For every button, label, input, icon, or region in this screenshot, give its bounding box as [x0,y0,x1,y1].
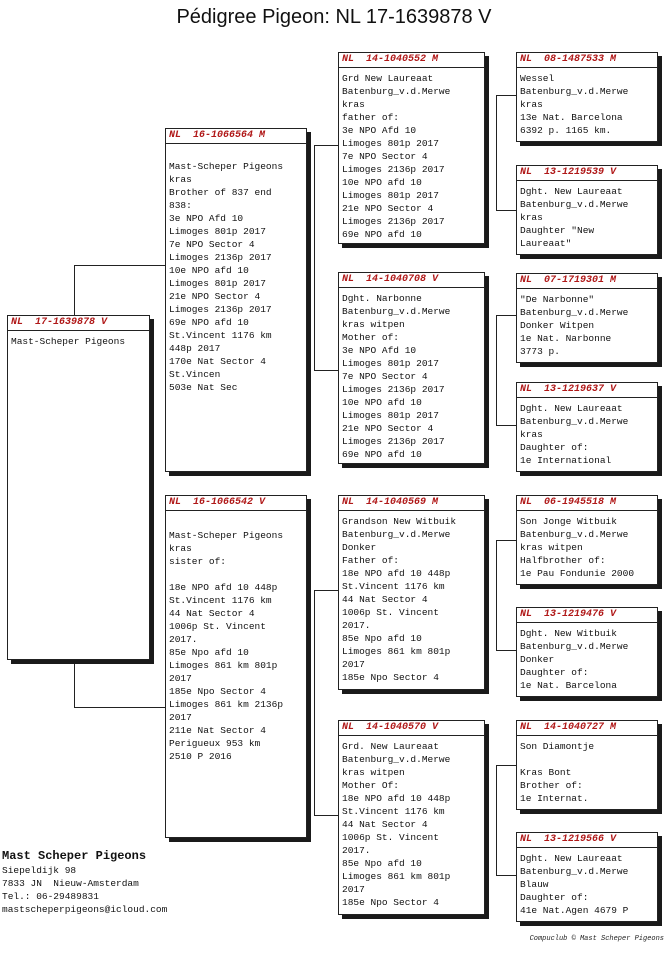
subject-details [11,331,146,348]
connector-sire-mid [314,265,315,266]
breeder-street: Siepeldijk 98 [2,865,77,876]
pedigree-line: 10e NPO afd 10 [342,397,422,408]
dam-details [169,511,303,763]
pedigree-line: 2510 P 2016 [169,751,232,762]
connector-ds-a [496,540,516,541]
pedigree-line: Dght. New Witbuik [520,628,617,639]
pedigree-line: 10e NPO afd 10 [342,177,422,188]
pedigree-line: 44 Nat Sector 4 [342,594,428,605]
pedigree-line: Limoges 801p 2017 [342,138,439,149]
pedigree-line: kras witpen [342,767,405,778]
connector-ss-parents [496,95,497,210]
dam-dam-ring: NL 14-1040570 V [339,721,484,736]
pedigree-line: 10e NPO afd 10 [169,265,249,276]
pedigree-line: Limoges 861 km 801p [342,646,451,657]
pedigree-line: 448p 2017 [169,343,221,354]
pedigree-line: Limoges 2136p 2017 [342,384,445,395]
pedigree-line: Batenburg_v.d.Merwe [342,86,451,97]
pedigree-line: kras [169,174,192,185]
connector-sd-parents [496,315,497,425]
pedigree-line: kras [520,429,543,440]
pedigree-line: Mast-Scheper Pigeons [169,161,284,172]
pedigree-line: 13e Nat. Barcelona [520,112,623,123]
sire-sire-ring: NL 14-1040552 M [339,53,484,68]
pedigree-line: Batenburg_v.d.Merwe [520,199,629,210]
connector-ds-b [496,650,516,651]
pedigree-line: Grandson New Witbuik [342,516,457,527]
pedigree-line: 1006p St. Vincent [342,832,439,843]
pedigree-line: Dght. Narbonne [342,293,422,304]
pedigree-line: 18e NPO afd 10 448p [342,793,451,804]
pedigree-line: Father of: [342,555,400,566]
connector-subject-sire-h [74,265,166,266]
pedigree-line: 69e NPO afd 10 [342,229,422,240]
connector-ss-a [496,95,516,96]
pedigree-line: St.Vincent 1176 km [342,806,445,817]
sire-dam-ring: NL 14-1040708 V [339,273,484,288]
footer-credit: Compuclub © Mast Scheper Pigeons [529,935,664,943]
pedigree-line: 2017. [169,634,198,645]
pedigree-line: Brother of: [520,780,583,791]
pedigree-line: 170e Nat Sector 4 [169,356,266,367]
pedigree-line: 44 Nat Sector 4 [169,608,255,619]
subject-card [7,315,150,660]
ddd-ring: NL 13-1219566 V [517,833,657,848]
pedigree-line: Limoges 801p 2017 [342,410,439,421]
pedigree-line: 185e Npo Sector 4 [342,897,439,908]
pedigree-line: 44 Nat Sector 4 [342,819,428,830]
sire-details [169,144,303,394]
pedigree-line: 2017. [342,620,371,631]
sss-ring: NL 08-1487533 M [517,53,657,68]
pedigree-line: 2017 [342,659,365,670]
breeder-email[interactable]: mastscheperpigeons@icloud.com [2,904,168,915]
connector-sire-ss [314,145,338,146]
dam-dam-card [338,720,485,915]
pedigree-line: kras [342,99,365,110]
connector-subject-dam [74,661,75,707]
sire-card [165,128,307,472]
sds-card [516,273,658,363]
pedigree-line: Donker [342,542,377,553]
subject-ring: NL 17-1639878 V [8,316,149,331]
pedigree-line: 69e NPO afd 10 [342,449,422,460]
pedigree-line: Limoges 2136p 2017 [342,164,445,175]
pedigree-line: 41e Nat.Agen 4679 P [520,905,629,916]
dss-ring: NL 06-1945518 M [517,496,657,511]
sds-ring: NL 07-1719301 M [517,274,657,289]
pedigree-line: 3e NPO Afd 10 [342,125,417,136]
pedigree-line: 1e Pau Fondunie 2000 [520,568,635,579]
pedigree-line: Limoges 801p 2017 [169,278,266,289]
pedigree-line: Donker Witpen [520,320,595,331]
sds-details [520,289,654,358]
sire-sire-card [338,52,485,244]
dam-dam-details [342,736,481,909]
pedigree-line: Dght. New Laureaat [520,853,623,864]
connector-sd-b [496,425,516,426]
dss-card [516,495,658,585]
ddd-card [516,832,658,922]
connector-sire-sd [314,370,338,371]
pedigree-line: sister of: [169,556,227,567]
connector-sd-a [496,315,516,316]
dds-details [520,736,654,805]
pedigree-line: 2017 [169,673,192,684]
pedigree-line: Dght. New Laureaat [520,403,623,414]
pedigree-line: 185e Npo Sector 4 [169,686,266,697]
pedigree-line: 503e Nat Sec [169,382,238,393]
pedigree-line: Grd New Laureaat [342,73,434,84]
connector-dd-parents [496,765,497,875]
page-title: Pédigree Pigeon: NL 17-1639878 V [176,6,492,28]
pedigree-line: 3773 p. [520,346,560,357]
sss-details [520,68,654,137]
pedigree-line: Limoges 801p 2017 [342,190,439,201]
ssd-card [516,165,658,255]
breeder-name: Mast Scheper Pigeons [2,849,147,863]
pedigree-line: Limoges 801p 2017 [169,226,266,237]
dam-sire-ring: NL 14-1040569 M [339,496,484,511]
pedigree-line: kras [169,543,192,554]
pedigree-line: Limoges 801p 2017 [342,358,439,369]
pedigree-line: Son Jonge Witbuik [520,516,617,527]
connector-dam-dd [314,815,338,816]
pedigree-line: St.Vincent 1176 km [169,595,272,606]
pedigree-line: Batenburg_v.d.Merwe [520,529,629,540]
pedigree-line: Halfbrother of: [520,555,606,566]
pedigree-line: 21e NPO Sector 4 [169,291,261,302]
dam-sire-card [338,495,485,690]
pedigree-line: 1e International [520,455,612,466]
dds-card [516,720,658,810]
pedigree-line: Batenburg_v.d.Merwe [342,529,451,540]
connector-ds-parents [496,540,497,650]
pedigree-line: Batenburg_v.d.Merwe [520,641,629,652]
pedigree-line: 1e Nat. Barcelona [520,680,617,691]
pedigree-line: father of: [342,112,400,123]
pedigree-line: 838: [169,200,192,211]
pedigree-line: St.Vincent 1176 km [169,330,272,341]
pedigree-line: kras witpen [342,319,405,330]
pedigree-line: Mast-Scheper Pigeons [11,336,126,347]
pedigree-line: Brother of 837 end [169,187,272,198]
pedigree-line: Daughter of: [520,892,589,903]
pedigree-line: Donker [520,654,555,665]
pedigree-line: St.Vincent 1176 km [342,581,445,592]
pedigree-line: 1006p St. Vincent [342,607,439,618]
sdd-card [516,382,658,472]
connector-dam-ds [314,590,338,591]
breeder-info [2,848,167,916]
pedigree-line: 185e Npo Sector 4 [342,672,439,683]
sire-dam-details [342,288,481,461]
pedigree-line: 18e NPO afd 10 448p [342,568,451,579]
pedigree-line: Limoges 861 km 801p [342,871,451,882]
dsd-card [516,607,658,697]
pedigree-line: Kras Bont [520,767,572,778]
pedigree-line: Batenburg_v.d.Merwe [520,416,629,427]
pedigree-line: Son Diamontje [520,741,595,752]
pedigree-line: 1006p St. Vincent [169,621,266,632]
pedigree-line: 2017. [342,845,371,856]
connector-dd-a [496,765,516,766]
pedigree-line: 85e Npo afd 10 [169,647,249,658]
connector-sire-parents [314,145,315,370]
pedigree-line: 2017 [169,712,192,723]
dam-card [165,495,307,838]
pedigree-line: kras [520,212,543,223]
pedigree-line: Daughter of: [520,667,589,678]
pedigree-line: 3e NPO Afd 10 [169,213,244,224]
pedigree-line: 85e Npo afd 10 [342,633,422,644]
pedigree-line: 69e NPO afd 10 [169,317,249,328]
pedigree-line: 21e NPO Sector 4 [342,203,434,214]
pedigree-line: Mother Of: [342,780,400,791]
ssd-details [520,181,654,250]
dds-ring: NL 14-1040727 M [517,721,657,736]
connector-subject-dam-h [74,707,166,708]
pedigree-line: 1e Nat. Narbonne [520,333,612,344]
pedigree-line: kras [520,99,543,110]
pedigree-line: 211e Nat Sector 4 [169,725,266,736]
sire-sire-details [342,68,481,241]
connector-dam-parents [314,590,315,815]
pedigree-line: Daughter "New [520,225,595,236]
pedigree-line: 7e NPO Sector 4 [169,239,255,250]
pedigree-line: 3e NPO Afd 10 [342,345,417,356]
pedigree-line: Dght. New Laureaat [520,186,623,197]
pedigree-line: 2017 [342,884,365,895]
sire-ring: NL 16-1066564 M [166,129,306,144]
pedigree-line: 6392 p. 1165 km. [520,125,612,136]
sdd-details [520,398,654,467]
dsd-details [520,623,654,692]
ssd-ring: NL 13-1219539 V [517,166,657,181]
pedigree-line: Batenburg_v.d.Merwe [520,307,629,318]
dam-ring: NL 16-1066542 V [166,496,306,511]
pedigree-line: Mast-Scheper Pigeons [169,530,284,541]
pedigree-line: Blauw [520,879,549,890]
dsd-ring: NL 13-1219476 V [517,608,657,623]
pedigree-line: Laureaat" [520,238,572,249]
dam-sire-details [342,511,481,684]
dss-details [520,511,654,580]
pedigree-line: St.Vincen [169,369,221,380]
pedigree-line: 7e NPO Sector 4 [342,371,428,382]
pedigree-line: Daughter of: [520,442,589,453]
pedigree-line: Batenburg_v.d.Merwe [342,754,451,765]
pedigree-line: 1e Internat. [520,793,589,804]
pedigree-line: Limoges 2136p 2017 [342,216,445,227]
pedigree-line: Batenburg_v.d.Merwe [520,866,629,877]
pedigree-line [169,568,303,581]
pedigree-line: Mother of: [342,332,400,343]
pedigree-line: Limoges 2136p 2017 [169,252,272,263]
pedigree-line: kras witpen [520,542,583,553]
pedigree-line: Limoges 2136p 2017 [342,436,445,447]
sss-card [516,52,658,142]
pedigree-line: Perigueux 953 km [169,738,261,749]
pedigree-line: Batenburg_v.d.Merwe [342,306,451,317]
pedigree-line: 85e Npo afd 10 [342,858,422,869]
pedigree-line: 7e NPO Sector 4 [342,151,428,162]
pedigree-line: 21e NPO Sector 4 [342,423,434,434]
breeder-phone: Tel.: 06-29489831 [2,891,99,902]
pedigree-line: Wessel [520,73,555,84]
sdd-ring: NL 13-1219637 V [517,383,657,398]
pedigree-line: "De Narbonne" [520,294,595,305]
pedigree-line: Limoges 861 km 801p [169,660,278,671]
connector-subject-sire [74,265,75,316]
connector-ss-b [496,210,516,211]
pedigree-line: Batenburg_v.d.Merwe [520,86,629,97]
pedigree-line: 18e NPO afd 10 448p [169,582,278,593]
pedigree-line: Limoges 861 km 2136p [169,699,284,710]
sire-dam-card [338,272,485,464]
breeder-city: 7833 JN Nieuw-Amsterdam [2,878,139,889]
connector-dd-b [496,875,516,876]
pedigree-line: Grd. New Laureaat [342,741,439,752]
ddd-details [520,848,654,917]
pedigree-line: Limoges 2136p 2017 [169,304,272,315]
pedigree-line [520,753,654,766]
